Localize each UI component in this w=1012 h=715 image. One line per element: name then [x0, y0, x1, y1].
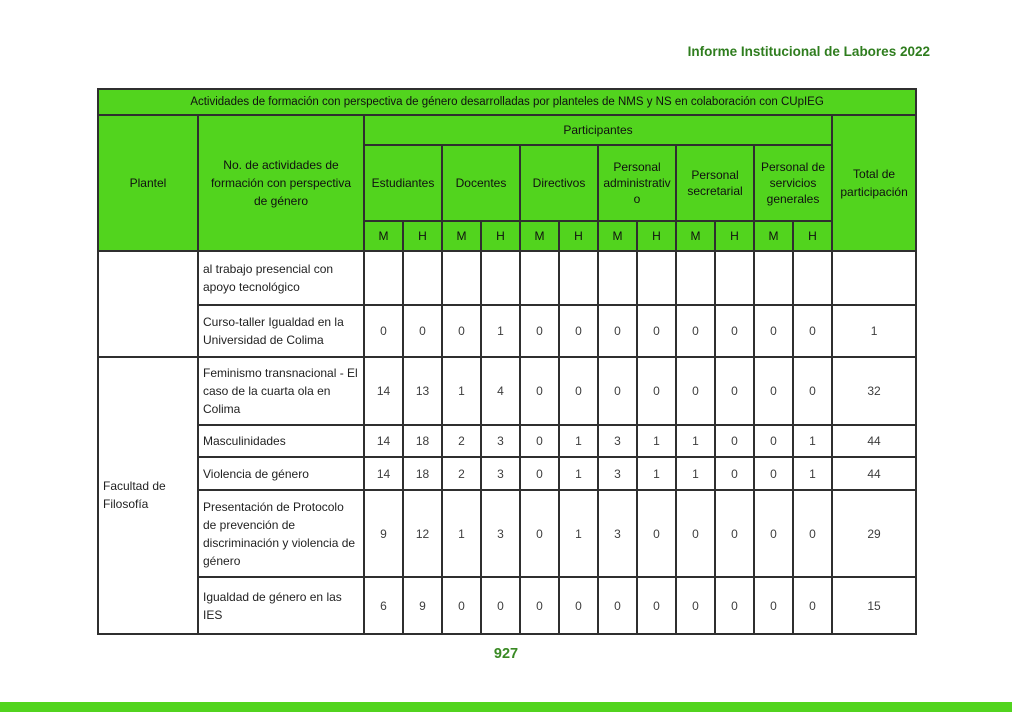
table-row	[98, 577, 916, 634]
value-cell: 13	[403, 357, 442, 425]
header-h: H	[715, 221, 754, 251]
value-cell	[364, 251, 403, 305]
header-m: M	[754, 221, 793, 251]
activity-cell: Igualdad de género en las IES	[198, 577, 364, 634]
value-cell: 0	[520, 577, 559, 634]
value-cell: 18	[403, 425, 442, 457]
activity-cell: al trabajo presencial con apoyo tecnológico	[198, 251, 364, 305]
value-cell: 0	[442, 577, 481, 634]
value-cell: 0	[520, 357, 559, 425]
report-title: Informe Institucional de Labores 2022	[687, 44, 930, 59]
header-h: H	[637, 221, 676, 251]
total-cell: 44	[832, 457, 916, 490]
value-cell: 1	[637, 457, 676, 490]
header-docentes: Docentes	[442, 145, 520, 221]
value-cell: 0	[637, 577, 676, 634]
value-cell: 1	[442, 490, 481, 577]
value-cell	[754, 251, 793, 305]
header-participantes: Participantes	[364, 115, 832, 145]
value-cell: 0	[676, 357, 715, 425]
table-title-row	[98, 89, 916, 115]
value-cell: 0	[754, 490, 793, 577]
value-cell: 2	[442, 425, 481, 457]
header-estudiantes: Estudiantes	[364, 145, 442, 221]
value-cell: 0	[676, 577, 715, 634]
value-cell: 0	[520, 305, 559, 357]
header-directivos: Directivos	[520, 145, 598, 221]
value-cell: 0	[442, 305, 481, 357]
header-m: M	[520, 221, 559, 251]
value-cell: 1	[637, 425, 676, 457]
value-cell	[793, 251, 832, 305]
table-row	[98, 305, 916, 357]
value-cell: 0	[793, 305, 832, 357]
table-row	[98, 357, 916, 425]
activity-cell: Feminismo transnacional - El caso de la cuarta ola en Colima	[198, 357, 364, 425]
header-m: M	[442, 221, 481, 251]
page-number: 927	[493, 646, 519, 662]
value-cell: 0	[676, 490, 715, 577]
header-h: H	[403, 221, 442, 251]
header-plantel: Plantel	[98, 115, 198, 251]
value-cell	[520, 251, 559, 305]
header-total: Total de participación	[832, 115, 916, 251]
value-cell: 0	[364, 305, 403, 357]
value-cell: 0	[793, 357, 832, 425]
value-cell: 0	[715, 490, 754, 577]
value-cell: 1	[559, 425, 598, 457]
value-cell: 1	[442, 357, 481, 425]
plantel-cell: Facultad de Filosofía	[98, 357, 198, 634]
table-row	[98, 251, 916, 305]
value-cell: 1	[793, 425, 832, 457]
header-personal-administrativo: Personal administrativo	[598, 145, 676, 221]
total-cell: 44	[832, 425, 916, 457]
value-cell: 0	[715, 457, 754, 490]
value-cell: 0	[754, 357, 793, 425]
table-title: Actividades de formación con perspectiva de género desarrolladas por planteles de NMS y NS en colaboración con CUpIEG	[98, 89, 916, 115]
value-cell: 0	[598, 577, 637, 634]
activity-cell: Violencia de género	[198, 457, 364, 490]
value-cell: 0	[754, 425, 793, 457]
value-cell	[442, 251, 481, 305]
header-h: H	[481, 221, 520, 251]
value-cell: 0	[715, 425, 754, 457]
header-h: H	[559, 221, 598, 251]
value-cell: 0	[520, 425, 559, 457]
value-cell: 0	[715, 305, 754, 357]
value-cell: 1	[676, 457, 715, 490]
header-h: H	[793, 221, 832, 251]
value-cell: 0	[793, 577, 832, 634]
header-row-participantes	[98, 115, 916, 145]
value-cell: 0	[520, 457, 559, 490]
value-cell: 0	[676, 305, 715, 357]
value-cell: 4	[481, 357, 520, 425]
value-cell	[481, 251, 520, 305]
value-cell: 1	[793, 457, 832, 490]
value-cell: 0	[598, 305, 637, 357]
activity-cell: Curso-taller Igualdad en la Universidad de Colima	[198, 305, 364, 357]
value-cell: 0	[637, 490, 676, 577]
value-cell: 0	[403, 305, 442, 357]
value-cell: 1	[676, 425, 715, 457]
total-cell	[832, 251, 916, 305]
activities-table	[97, 88, 917, 635]
value-cell: 14	[364, 457, 403, 490]
table-row	[98, 490, 916, 577]
value-cell: 9	[403, 577, 442, 634]
value-cell	[559, 251, 598, 305]
value-cell	[637, 251, 676, 305]
table-row	[98, 425, 916, 457]
value-cell: 9	[364, 490, 403, 577]
value-cell: 0	[598, 357, 637, 425]
value-cell: 0	[559, 305, 598, 357]
value-cell: 0	[754, 457, 793, 490]
value-cell: 0	[559, 357, 598, 425]
total-cell: 29	[832, 490, 916, 577]
value-cell: 3	[481, 490, 520, 577]
value-cell: 3	[598, 490, 637, 577]
table-row	[98, 457, 916, 490]
value-cell: 3	[481, 457, 520, 490]
total-cell: 1	[832, 305, 916, 357]
header-personal-secretarial: Personal secretarial	[676, 145, 754, 221]
value-cell: 0	[754, 305, 793, 357]
value-cell: 3	[598, 425, 637, 457]
value-cell: 14	[364, 425, 403, 457]
value-cell: 0	[793, 490, 832, 577]
value-cell: 18	[403, 457, 442, 490]
value-cell: 0	[520, 490, 559, 577]
value-cell: 0	[637, 305, 676, 357]
value-cell: 3	[598, 457, 637, 490]
value-cell: 1	[481, 305, 520, 357]
value-cell: 14	[364, 357, 403, 425]
value-cell: 0	[637, 357, 676, 425]
value-cell: 0	[481, 577, 520, 634]
header-personal-servicios: Personal de servicios generales	[754, 145, 832, 221]
value-cell	[676, 251, 715, 305]
value-cell: 0	[754, 577, 793, 634]
header-m: M	[364, 221, 403, 251]
value-cell: 2	[442, 457, 481, 490]
value-cell: 0	[559, 577, 598, 634]
value-cell: 1	[559, 457, 598, 490]
value-cell: 0	[715, 577, 754, 634]
header-actividades: No. de actividades de formación con perspectiva de género	[198, 115, 364, 251]
activity-cell: Masculinidades	[198, 425, 364, 457]
value-cell	[715, 251, 754, 305]
total-cell: 32	[832, 357, 916, 425]
value-cell: 12	[403, 490, 442, 577]
plantel-cell	[98, 251, 198, 357]
footer-accent-bar	[0, 702, 1012, 712]
value-cell	[598, 251, 637, 305]
value-cell: 6	[364, 577, 403, 634]
value-cell: 0	[715, 357, 754, 425]
value-cell: 1	[559, 490, 598, 577]
activity-cell: Presentación de Protocolo de prevención de discriminación y violencia de género	[198, 490, 364, 577]
total-cell: 15	[832, 577, 916, 634]
value-cell: 3	[481, 425, 520, 457]
header-m: M	[676, 221, 715, 251]
value-cell	[403, 251, 442, 305]
header-m: M	[598, 221, 637, 251]
